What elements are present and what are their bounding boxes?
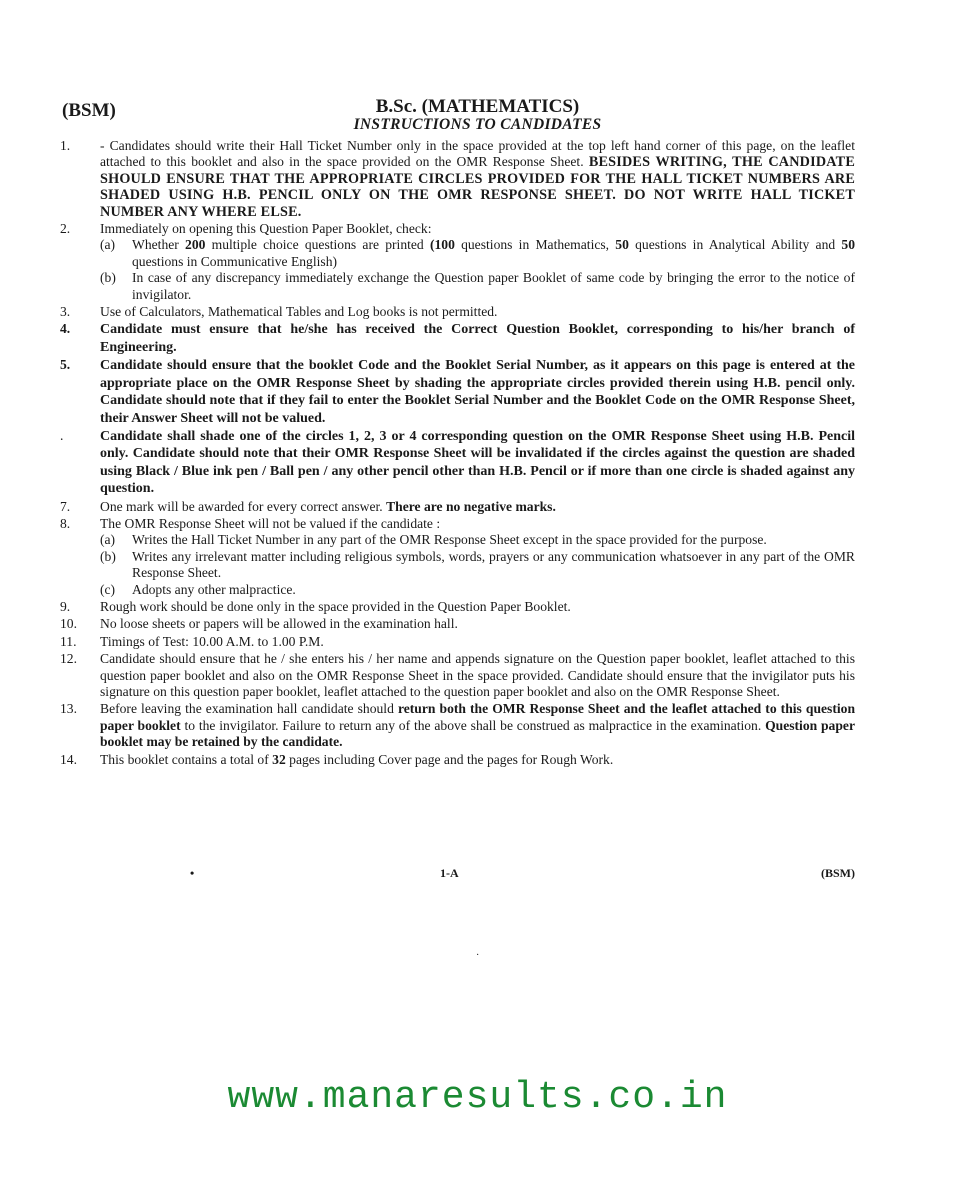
instructions-list	[60, 138, 855, 769]
sub-item-text: Writes the Hall Ticket Number in any part of the OMR Response Sheet except in the space provided for the purpose.	[132, 532, 767, 548]
item-number: 5.	[60, 357, 71, 373]
sub-item-label: (c)	[100, 581, 116, 597]
instruction-14	[60, 752, 855, 768]
sub-item-text: questions in Mathematics,	[454, 237, 616, 253]
item-number: 2.	[60, 221, 71, 237]
item-text: Before leaving the examination hall candidate should	[100, 701, 398, 717]
sub-item-text: 50	[615, 237, 629, 253]
sub-item-a	[100, 532, 855, 548]
sub-item-b	[100, 270, 855, 303]
exam-title: B.Sc. (MATHEMATICS)	[375, 96, 580, 117]
instruction-10	[60, 616, 855, 632]
sub-item-label: (a)	[100, 237, 116, 253]
sub-item-label: (b)	[100, 548, 116, 564]
sub-item-text: In case of any discrepancy immediately exchange the Question paper Booklet of same code by bringing the error to the notice of invigilator.	[132, 270, 855, 302]
instructions-heading: INSTRUCTIONS TO CANDIDATES	[353, 116, 602, 133]
instruction-2	[60, 221, 855, 303]
item-text: Immediately on opening this Question Paper Booklet, check:	[100, 221, 432, 237]
item-text: Rough work should be done only in the space provided in the Question Paper Booklet.	[100, 598, 571, 614]
item-number: 11.	[60, 633, 77, 649]
item-text: to the invigilator. Failure to return any of the above shall be construed as malpractice in the examination.	[180, 717, 766, 733]
item-text: One mark will be awarded for every correct answer.	[100, 498, 387, 514]
instruction-3	[60, 304, 855, 320]
sub-item-text: questions in Analytical Ability and	[628, 237, 842, 253]
footer-mark: •	[190, 866, 195, 880]
sub-item-text: 50	[841, 237, 855, 253]
website-watermark[interactable]: www.manaresults.co.in	[227, 1076, 728, 1119]
instruction-5	[60, 357, 855, 427]
sub-item-a	[100, 237, 855, 270]
sub-item-label: (a)	[100, 532, 116, 548]
sub-item-text: Whether	[132, 237, 186, 253]
instruction-9	[60, 599, 855, 615]
scan-speck: ·	[476, 950, 480, 961]
booklet-code-left: (BSM)	[62, 100, 116, 121]
item-text: This booklet contains a total of	[100, 751, 273, 767]
item-text-emphasis: return both the OMR Response Sheet and the leaflet attached to this question paper booklet	[100, 701, 855, 733]
sub-item-text: Writes any irrelevant matter including religious symbols, words, prayers or any communication whatsoever in any part of the OMR Response Sheet.	[132, 548, 855, 581]
sub-item-text: (100	[429, 237, 455, 253]
sub-item-label: (b)	[100, 270, 116, 286]
item-text: No loose sheets or papers will be allowed in the examination hall.	[100, 616, 458, 632]
instruction-6	[60, 428, 855, 498]
item-number: 14.	[60, 751, 77, 767]
item-text-emphasis: Question paper booklet may be retained by the candidate.	[100, 717, 855, 750]
instruction-11	[60, 634, 855, 650]
sub-item-text: 200	[185, 237, 206, 253]
sub-item-c	[100, 582, 855, 598]
item-number: 3.	[60, 304, 71, 320]
item-number: 9.	[60, 598, 71, 614]
item-number: 1.	[60, 138, 71, 153]
sub-item-text: multiple choice questions are printed	[205, 237, 430, 253]
item-text: Candidate shall shade one of the circles 1, 2, 3 or 4 corresponding question on the OMR Response Sheet using H.B. Pencil only. Candidate should note that their OMR Response Sheet will be invalidated if the circles against the question are shaded using Black / Blue ink pen / Ball pen / any other pencil other than H.B. Pencil or if more than one circle is shaded against any question.	[100, 428, 855, 497]
item-number: 8.	[60, 515, 71, 531]
item-text: - Candidates should write their Hall Ticket Number only in the space provided at the top left hand corner of this page, on the leaflet attached to this booklet and also in the space provided on the OMR Response Sheet.	[100, 138, 855, 170]
instruction-4	[60, 321, 855, 356]
item-text-emphasis: BESIDES WRITING, THE CANDIDATE SHOULD ENSURE THAT THE APPROPRIATE CIRCLES PROVIDED FOR THE HALL TICKET NUMBERS ARE SHADED USING H.B. PENCIL ONLY ON THE OMR RESPONSE SHEET. DO NOT WRITE HALL TICKET NUMBER ANY WHERE ELSE.	[100, 154, 855, 220]
item-text: Candidate should ensure that the booklet Code and the Booklet Serial Number, as it appears on this page is entered at the appropriate place on the OMR Response Sheet by shading the appropriate circles provided therein using H.B. pencil only. Candidate should note that if they fail to enter the Booklet Serial Number and the Booklet Code on the OMR Response Sheet, their Answer Sheet will not be valued.	[100, 358, 855, 426]
item-number: 12.	[60, 651, 77, 667]
booklet-code-right: (BSM)	[821, 866, 855, 880]
item-text: Candidate must ensure that he/she has received the Correct Question Booklet, corresponding to his/her branch of Engineering.	[100, 322, 855, 355]
item-text: Use of Calculators, Mathematical Tables and Log books is not permitted.	[100, 304, 498, 320]
sub-item-text: questions in Communicative English)	[132, 253, 338, 269]
item-number: 4.	[60, 321, 71, 337]
item-text: Timings of Test: 10.00 A.M. to 1.00 P.M.	[100, 633, 324, 649]
page-footer	[60, 866, 855, 886]
sub-item-text: Adopts any other malpractice.	[132, 581, 296, 597]
page-number: 1-A	[440, 866, 459, 880]
instruction-12	[60, 651, 855, 700]
sub-item-b	[100, 549, 855, 582]
item-text-emphasis: There are no negative marks.	[386, 498, 556, 514]
item-text: pages including Cover page and the pages for Rough Work.	[285, 751, 614, 767]
item-text: The OMR Response Sheet will not be valued if the candidate :	[100, 515, 441, 531]
instruction-1	[60, 138, 855, 220]
item-number: 7.	[60, 498, 71, 514]
item-number: 10.	[60, 616, 77, 632]
item-text: Candidate should ensure that he / she enters his / her name and appends signature on the Question paper booklet, leaflet attached to this question paper booklet and also on the OMR Response Sheet in the space provided. Candidate should ensure that the invigilator puts his signature on this question paper booklet, leaflet attached to the question paper booklet and also on the OMR Response Sheet.	[100, 651, 855, 699]
instruction-13	[60, 701, 855, 750]
item-number: 13.	[60, 701, 77, 717]
instruction-7	[60, 499, 855, 515]
instruction-8	[60, 516, 855, 598]
item-number: .	[60, 427, 64, 443]
item-text-emphasis: 32	[272, 751, 286, 767]
